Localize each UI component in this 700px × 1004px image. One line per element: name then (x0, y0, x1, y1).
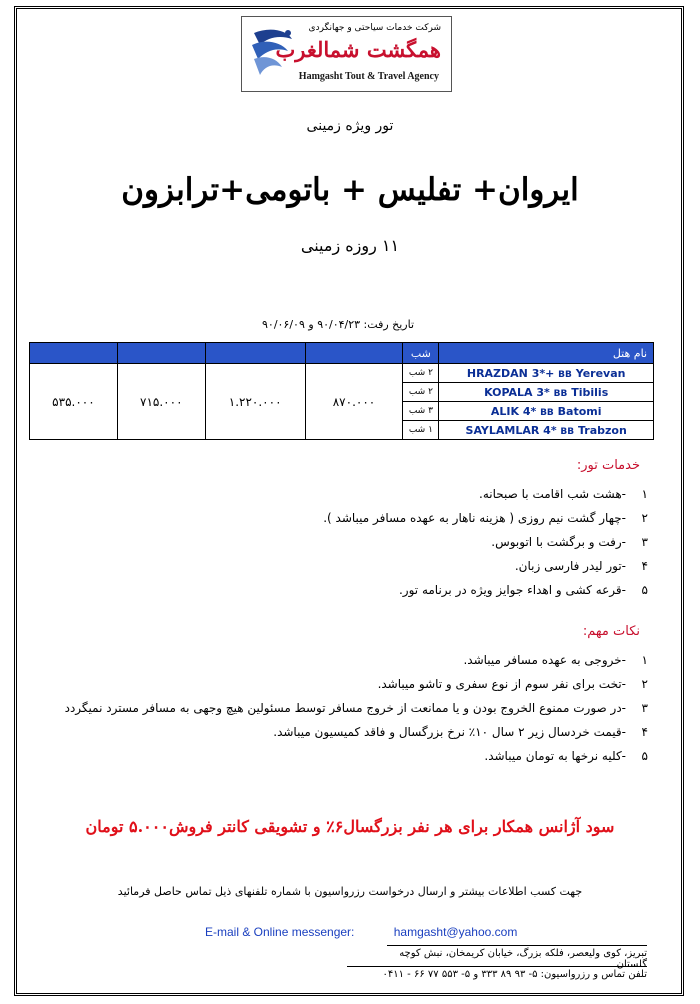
hotel-name: ALIK 4* (490, 404, 537, 418)
hotel-city: Yerevan (575, 366, 626, 380)
hotel-city: Batomi (557, 404, 602, 418)
item-text: -خروجی به عهده مسافر میباشد. (463, 653, 626, 667)
list-item (323, 482, 648, 506)
notes-title: نکات مهم: (582, 624, 640, 639)
company-name-en: Hamgasht Tout & Travel Agency (298, 71, 439, 82)
price-cell: ۱.۲۲۰.۰۰۰ (205, 364, 305, 440)
hotel-city: Trabzon (578, 423, 627, 437)
header-empty-cell (30, 343, 118, 364)
item-text: -تور لیدر فارسی زبان. (514, 559, 626, 573)
table-row (30, 364, 654, 383)
header-night: شب (403, 343, 439, 364)
nights-cell: ۲ شب (403, 383, 439, 402)
list-item (65, 744, 648, 768)
meal-plan: BB (553, 388, 568, 399)
tour-duration: ۱۱ روزه زمینی (300, 236, 400, 255)
item-number: ۳ (641, 535, 648, 549)
item-text: -رفت و برگشت با اتوبوس. (491, 535, 626, 549)
meal-plan: BB (540, 407, 554, 418)
list-item (65, 672, 648, 696)
item-text: -کلیه نرخها به تومان میباشد. (484, 749, 626, 763)
header-empty-cell (205, 343, 305, 364)
item-text: -تخت برای نفر سوم از نوع سفری و تاشو میباشد. (377, 677, 626, 691)
hotel-name: KOPALA 3* (484, 385, 550, 399)
price-table (29, 342, 654, 440)
hotel-cell (439, 364, 654, 383)
company-type-text: شرکت خدمات سیاحتی و جهانگردی (308, 23, 441, 33)
price-cell: ۷۱۵.۰۰۰ (117, 364, 205, 440)
hotel-name: HRAZDAN 3*+ (466, 366, 555, 380)
item-number: ۳ (641, 701, 648, 715)
list-item (65, 720, 648, 744)
table-header-row (30, 343, 654, 364)
item-text: -در صورت ممنوع الخروج بودن و یا ممانعت از خروج مسافر توسط مسئولین هیچ وجهی به مسافر مسترد نمیگردد (64, 701, 626, 715)
item-text: -قرعه کشی و اهداء جوایز ویژه در برنامه تور. (398, 583, 626, 597)
item-number: ۴ (641, 725, 648, 739)
notes-list (65, 648, 648, 768)
item-number: ۱ (641, 487, 648, 501)
services-list (323, 482, 648, 602)
item-number: ۲ (641, 511, 648, 525)
departure-dates: تاریخ رفت: ۹۰/۰۴/۲۳ و ۹۰/۰۶/۰۹ (262, 318, 415, 331)
list-item (323, 554, 648, 578)
item-number: ۲ (641, 677, 648, 691)
services-title: خدمات تور: (576, 458, 640, 473)
tour-type: تور ویژه زمینی (306, 118, 394, 134)
list-item (323, 506, 648, 530)
header-empty-cell (305, 343, 403, 364)
item-text: -قیمت خردسال زیر ۲ سال ۱۰٪ نرخ بزرگسال و فاقد کمیسیون میباشد. (273, 725, 626, 739)
nights-cell: ۳ شب (403, 402, 439, 421)
item-number: ۴ (641, 559, 648, 573)
nights-cell: ۱ شب (403, 421, 439, 440)
header-empty-cell (117, 343, 205, 364)
item-text: -چهار گشت نیم روزی ( هزینه ناهار به عهده مسافر میباشد ). (323, 511, 626, 525)
item-number: ۱ (641, 653, 648, 667)
meal-plan: BB (560, 426, 575, 437)
item-number: ۵ (641, 583, 648, 597)
list-item (65, 696, 648, 720)
item-text: -هشت شب اقامت با صبحانه. (479, 487, 626, 501)
hotel-cell (439, 421, 654, 440)
header-hotel: نام هتل (439, 343, 654, 364)
hotel-cell (439, 383, 654, 402)
list-item (65, 648, 648, 672)
company-logo (241, 16, 452, 92)
agency-commission-promo: سود آژانس همکار برای هر نفر بزرگسال۶٪ و تشویقی کانتر فروش۵.۰۰۰ تومان (85, 817, 615, 836)
phone-numbers: تلفن تماس و رزرواسیون: ۵- ۹۳ ۸۹ ۳۳۳ و ۵- ۵۵۳ ۷۷ ۶۶ - ۰۴۱۱ (347, 966, 647, 980)
office-address: تبریز، کوی ولیعصر، فلکه بزرگ، خیابان کریمخان، نبش کوچه گلستان (387, 945, 647, 970)
hotel-cell (439, 402, 654, 421)
email-row (205, 925, 517, 939)
item-number: ۵ (641, 749, 648, 763)
contact-instructions: جهت کسب اطلاعات بیشتر و ارسال درخواست رزرواسیون با شماره تلفنهای ذیل تماس حاصل فرمائید (117, 885, 583, 898)
meal-plan: BB (558, 369, 572, 380)
email-link[interactable]: hamgasht@yahoo.com (393, 925, 518, 939)
price-cell: ۵۳۵.۰۰۰ (30, 364, 118, 440)
tour-title: ایروان+ تفلیس + باتومی+ترابزون (121, 172, 579, 208)
price-cell: ۸۷۰.۰۰۰ (305, 364, 403, 440)
hotel-city: Tibilis (571, 385, 609, 399)
nights-cell: ۲ شب (403, 364, 439, 383)
list-item (323, 578, 648, 602)
list-item (323, 530, 648, 554)
email-label: E-mail & Online messenger: (205, 925, 355, 939)
company-name-fa: همگشت شمالغرب (275, 37, 441, 62)
hotel-name: SAYLAMLAR 4* (465, 423, 557, 437)
